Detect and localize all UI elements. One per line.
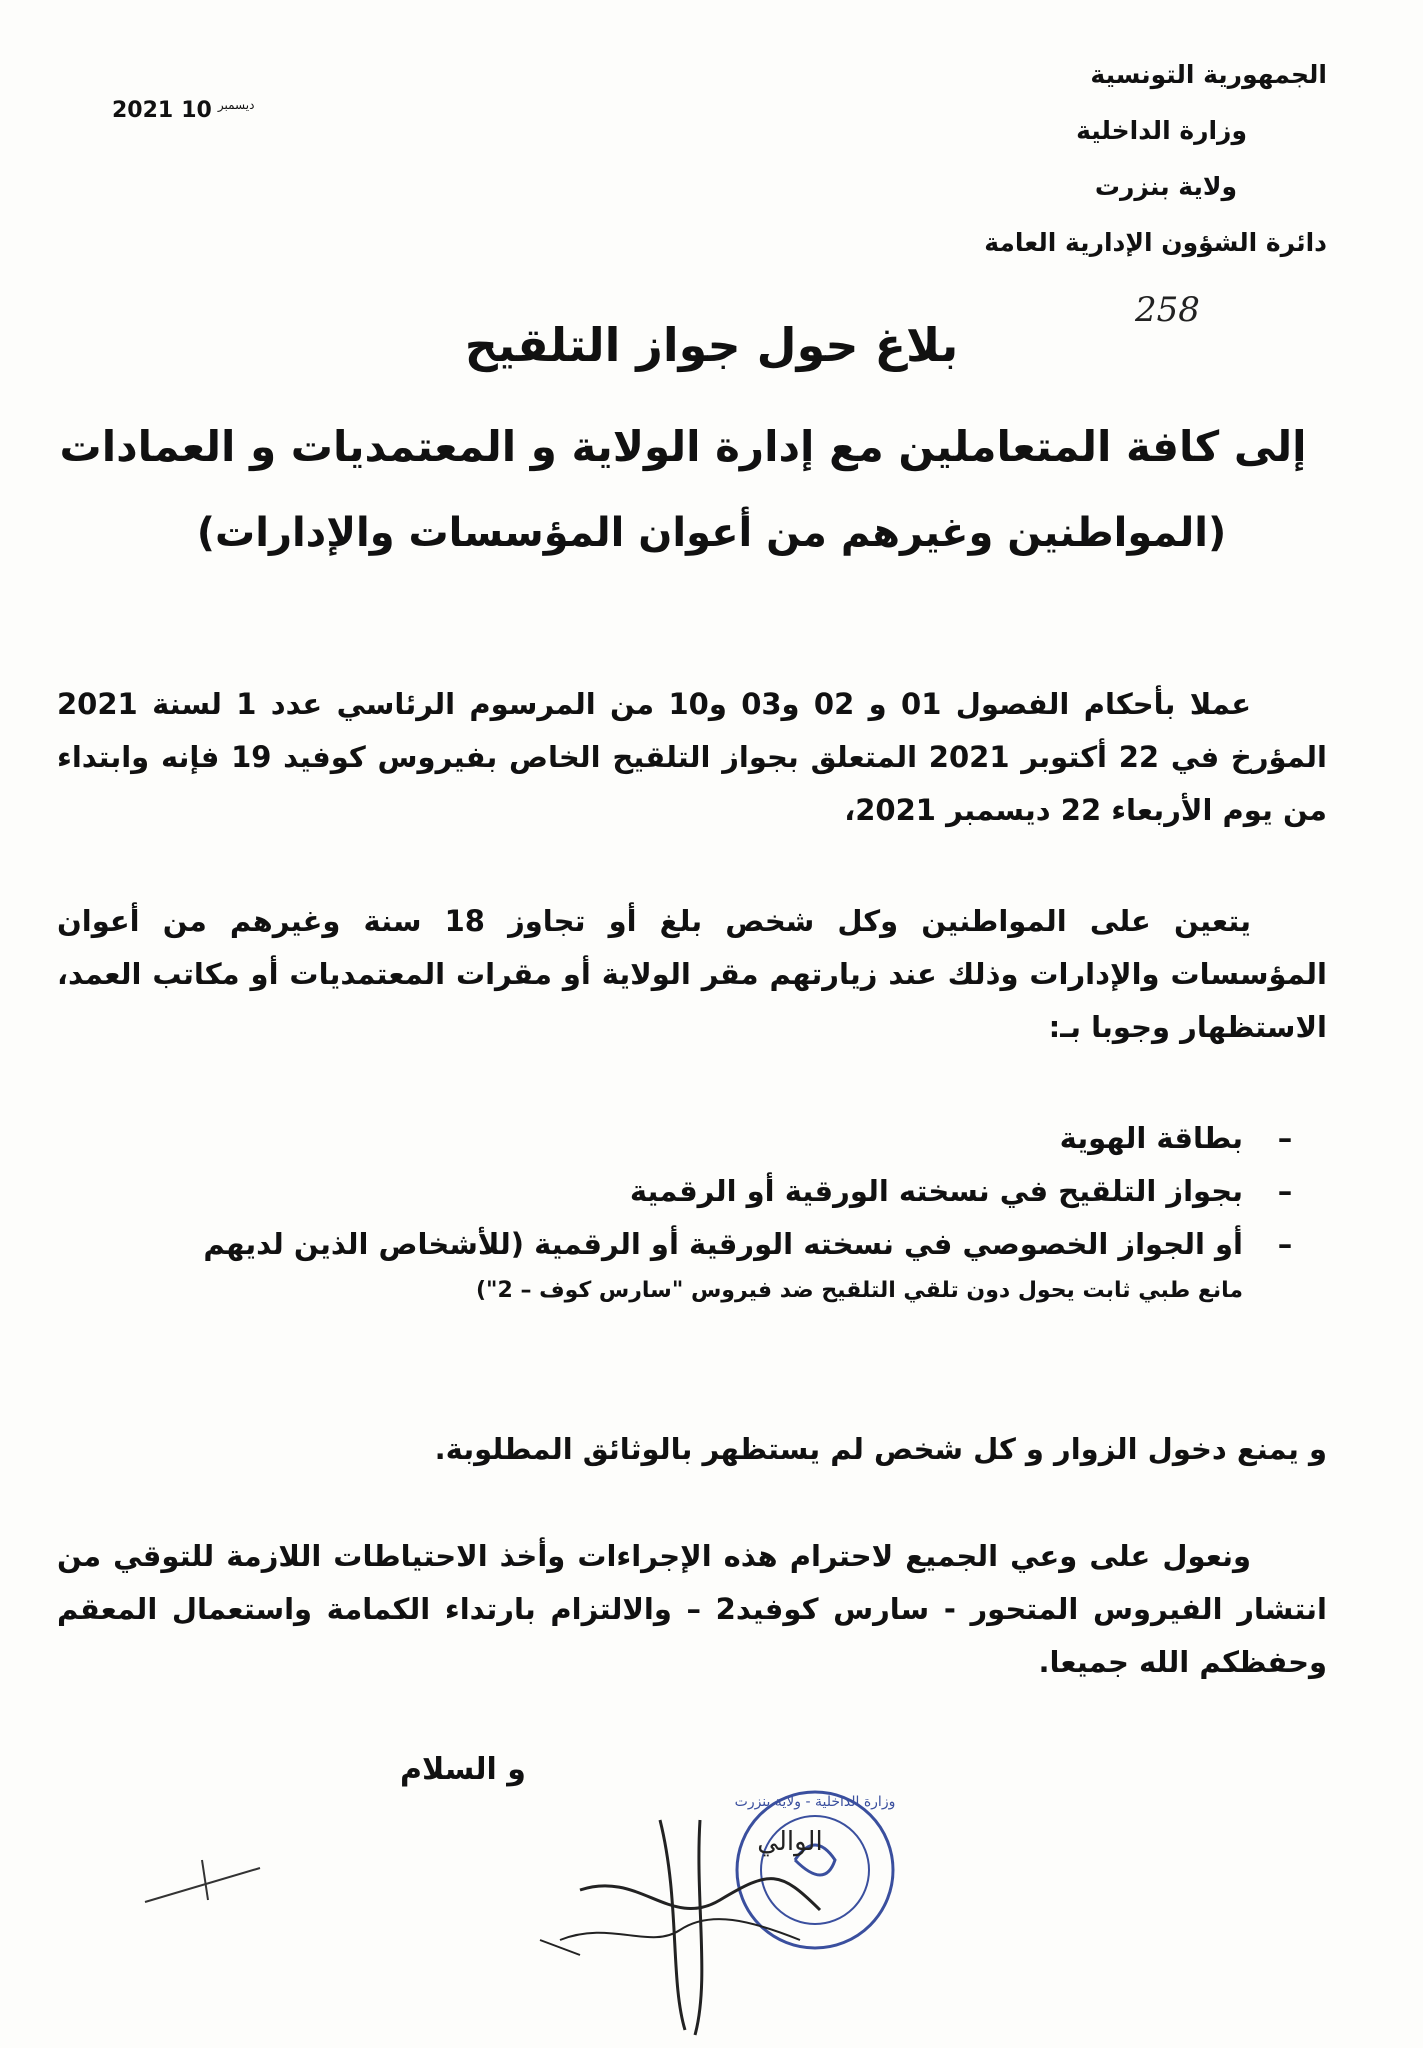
document-date: [112, 98, 260, 123]
list-item-text: بطاقة الهوية: [1059, 1121, 1243, 1155]
handwritten-reference-number: 258: [1135, 290, 1200, 330]
paragraph-entry-ban: و يمنع دخول الزوار و كل شخص لم يستظهر بالوثائق المطلوبة.: [434, 1432, 1327, 1466]
document-title: بلاغ حول جواز التلقيح: [464, 318, 959, 372]
list-dash: –: [1277, 1174, 1293, 1208]
list-item: [57, 1218, 1327, 1271]
list-dash: –: [1277, 1121, 1293, 1155]
document-subtitle-audience: إلى كافة المتعاملين مع إدارة الولاية و المعتمديات و العمادات: [59, 422, 1307, 471]
date-month: ديسمبر: [217, 98, 255, 112]
signature-title: الوالي: [757, 1827, 823, 1857]
letterhead-republic: الجمهورية التونسية: [1090, 60, 1327, 89]
letterhead-department: دائرة الشؤون الإدارية العامة: [984, 228, 1327, 257]
date-year: 2021: [112, 98, 174, 123]
letterhead-ministry: وزارة الداخلية: [1076, 116, 1247, 145]
date-day: 10: [181, 98, 212, 123]
list-item-text: أو الجواز الخصوصي في نسخته الورقية أو الرقمية (للأشخاص الذين لديهم: [203, 1227, 1243, 1261]
list-item: [57, 1112, 1327, 1165]
paragraph-requirement: يتعين على المواطنين وكل شخص بلغ أو تجاوز 18 سنة وغيرهم من أعوان المؤسسات والإدارات وذلك عند زيارتهم مقر الولاية أو مقرات المعتمديات أو مكاتب العمد، الاستظهار وجوبا بـ:: [57, 904, 1327, 1044]
handwritten-signature: [520, 1780, 880, 2040]
list-item: [57, 1165, 1327, 1218]
paragraph-legal-basis: عملا بأحكام الفصول 01 و 02 و03 و10 من المرسوم الرئاسي عدد 1 لسنة 2021 المؤرخ في 22 أكتوبر 2021 المتعلق بجواز التلقيح الخاص بفيروس كوفيد 19 فإنه وابتداء من يوم الأربعاء 22 ديسمبر 2021،: [57, 687, 1327, 827]
list-item-text: بجواز التلقيح في نسخته الورقية أو الرقمية: [629, 1174, 1243, 1208]
list-dash: –: [1277, 1227, 1293, 1261]
paragraph-call-to-action: ونعول على وعي الجميع لاحترام هذه الإجراءات وأخذ الاحتياطات اللازمة للتوقي من انتشار الفيروس المتحور - سارس كوفيد2 – والالتزام بارتداء الكمامة واستعمال المعقم وحفظكم الله جميعا.: [57, 1539, 1327, 1679]
letterhead: [907, 58, 1327, 282]
letterhead-governorate: ولاية بنزرت: [1094, 172, 1237, 201]
pen-mark: [140, 1840, 270, 1910]
required-documents-list: [57, 1112, 1327, 1311]
stamp-text: وزارة الداخلية - ولاية بنزرت: [734, 1794, 896, 1810]
list-item-note: مانع طبي ثابت يحول دون تلقي التلقيح ضد فيروس "سارس كوف – 2"): [475, 1278, 1243, 1303]
document-subtitle-parenthetical: (المواطنين وغيرهم من أعوان المؤسسات والإدارات): [196, 510, 1227, 556]
closing-greeting: و السلام: [400, 1752, 526, 1787]
